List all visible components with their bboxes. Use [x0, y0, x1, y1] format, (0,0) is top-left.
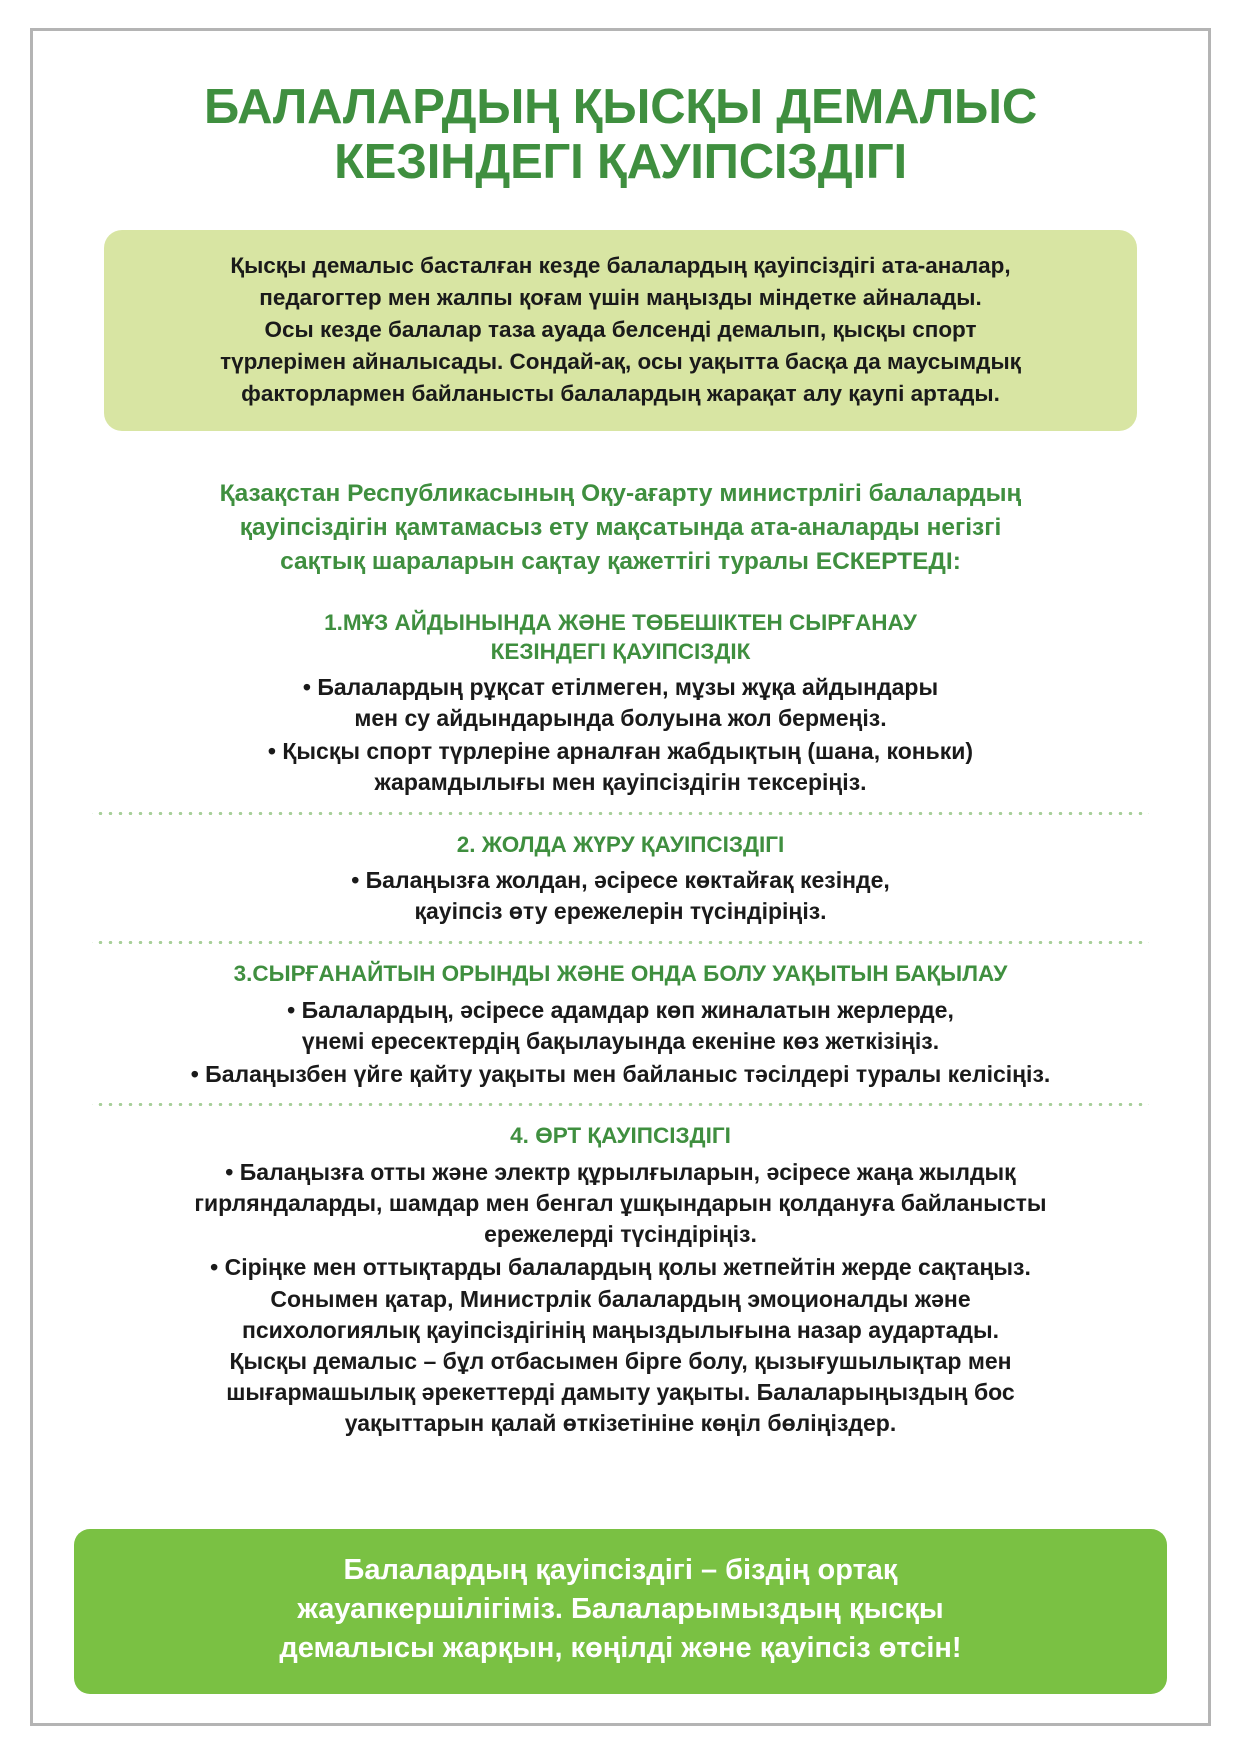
- section-heading: [86, 609, 1155, 667]
- section-heading-line-1: 4. ӨРТ ҚАУІПСІЗДІГІ: [510, 1123, 731, 1149]
- bullet-line-1: • Балаңызға жолдан, әсіресе көктайғақ кезінде,: [86, 865, 1155, 896]
- bullet-line-2: қауіпсіз өту ережелерін түсіндіріңіз.: [414, 898, 827, 925]
- sections-list: [86, 609, 1155, 1439]
- section-heading: [86, 1122, 1155, 1151]
- list-item: [86, 865, 1155, 927]
- lead-line-3: сақтық шараларын сақтау қажеттігі туралы ЕСКЕРТЕДІ:: [280, 548, 961, 576]
- bullet-line-2: мен су айдындарында болуына жол бермеңіз.: [354, 705, 887, 732]
- lead-line-1: Қазақстан Республикасының Оқу-ағарту министрлігі балалардың: [219, 480, 1022, 508]
- bullet-line-1: • Балалардың, әсіресе адамдар көп жиналатын жерлерде,: [86, 995, 1155, 1026]
- section-heading-line-1: 1.МҰЗ АЙДЫНЫНДА ЖӘНЕ ТӨБЕШІКТЕН СЫРҒАНАУ: [324, 609, 917, 635]
- bullet-line-2: үнемі ересектердің бақылауында екеніне көз жеткізіңіз.: [301, 1027, 940, 1054]
- intro-line-2: педагогтер мен жалпы қоғам үшін маңызды міндетке айналады.: [259, 284, 982, 310]
- section-sledding-supervision: [86, 960, 1155, 1089]
- list-item: [86, 1157, 1155, 1249]
- intro-line-3: Осы кезде балалар таза ауада белсенді демалып, қысқы спорт: [264, 316, 977, 342]
- footer-line-2: жауапкершілігіміз. Балаларымыздың қысқы: [297, 1592, 944, 1625]
- list-item: [86, 1252, 1155, 1283]
- intro-line-5: факторлармен байланысты балалардың жарақат алу қаупі артады.: [241, 380, 1000, 406]
- bullet-line-1: • Қысқы спорт түрлеріне арналған жабдықтың (шана, коньки): [86, 736, 1155, 767]
- page-title-line-1: БАЛАЛАРДЫҢ ҚЫСҚЫ ДЕМАЛЫС: [203, 80, 1038, 134]
- bullet-line-3: ережелерді түсіндіріңіз.: [484, 1220, 757, 1247]
- closing-line-4: шығармашылық әрекеттерді дамыту уақыты. Балаларыңыздың бос: [226, 1378, 1015, 1405]
- section-heading-line-1: 3.СЫРҒАНАЙТЫН ОРЫНДЫ ЖӘНЕ ОНДА БОЛУ УАҚЫТЫН БАҚЫЛАУ: [233, 961, 1008, 987]
- bullet-line-1: • Балалардың рұқсат етілмеген, мұзы жұқа айдындары: [86, 672, 1155, 703]
- page-title-line-2: КЕЗІНДЕГІ ҚАУІПСІЗДІГІ: [334, 134, 907, 189]
- poster-content: [30, 28, 1211, 1726]
- list-item: [86, 672, 1155, 734]
- lead-paragraph: [98, 477, 1143, 578]
- closing-line-3: Қысқы демалыс – бұл отбасымен бірге болу, қызығушылықтар мен: [229, 1348, 1012, 1374]
- dotted-divider: [92, 1103, 1149, 1106]
- closing-line-2: психологиялық қауіпсіздігінің маңыздылығына назар аудартады.: [241, 1317, 1000, 1344]
- bullet-line-1: • Балаңызға отты және электр құрылғыларын, әсіресе жаңа жылдық: [86, 1157, 1155, 1188]
- section-fire-safety: [86, 1122, 1155, 1438]
- page-title: [74, 80, 1167, 190]
- section-road-safety: [86, 831, 1155, 927]
- section-heading-line-2: КЕЗІНДЕГІ ҚАУІПСІЗДІК: [490, 638, 751, 664]
- list-item: [86, 736, 1155, 798]
- footer-line-1: Балалардың қауіпсіздігі – біздің ортақ: [343, 1553, 898, 1586]
- intro-callout-box: [104, 230, 1137, 432]
- section-heading: [86, 831, 1155, 860]
- section-ice-rink-safety: [86, 609, 1155, 798]
- bullet-line-2: гирляндаларды, шамдар мен бенгал ұшқындарын қолдануға байланысты: [194, 1189, 1047, 1216]
- lead-line-2: қауіпсіздігін қамтамасыз ету мақсатында ата-аналарды негізгі: [239, 514, 1002, 542]
- intro-line-4: түрлерімен айналысады. Сондай-ақ, осы уақытта басқа да маусымдық: [220, 348, 1021, 374]
- closing-paragraph: [86, 1284, 1155, 1438]
- list-item: [86, 1059, 1155, 1090]
- bullet-line-1: • Балаңызбен үйге қайту уақыты мен байланыс тәсілдері туралы келісіңіз.: [86, 1059, 1155, 1090]
- section-heading-line-1: 2. ЖОЛДА ЖҮРУ ҚАУІПСІЗДІГІ: [456, 831, 785, 857]
- bullet-line-1: • Сіріңке мен оттықтарды балалардың қолы жетпейтін жерде сақтаңыз.: [86, 1252, 1155, 1283]
- closing-line-1: Сонымен қатар, Министрлік балалардың эмоционалды және: [270, 1286, 971, 1313]
- bullet-line-2: жарамдылығы мен қауіпсіздігін тексеріңіз.: [374, 768, 867, 795]
- list-item: [86, 995, 1155, 1057]
- footer-call-to-action-banner: [74, 1529, 1167, 1694]
- section-heading: [86, 960, 1155, 989]
- dotted-divider: [92, 812, 1149, 815]
- closing-line-5: уақыттарын қалай өткізетініне көңіл бөліңіздер.: [344, 1409, 897, 1436]
- footer-line-3: демалысы жарқын, көңілді және қауіпсіз өтсін!: [279, 1631, 962, 1664]
- dotted-divider: [92, 941, 1149, 944]
- intro-line-1: Қысқы демалыс басталған кезде балалардың қауіпсіздігі ата-аналар,: [230, 252, 1011, 278]
